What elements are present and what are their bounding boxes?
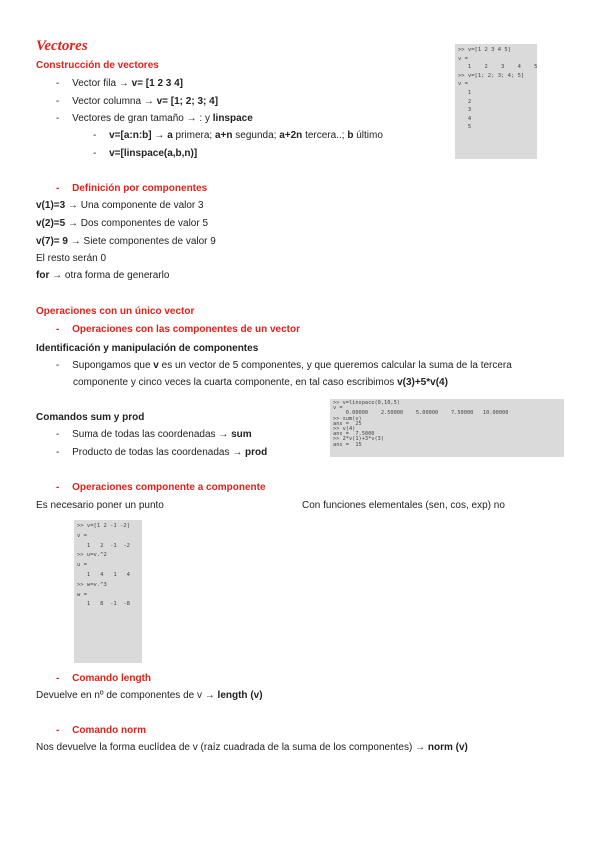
item-text: Producto de todas las coordenadas → bbox=[72, 447, 246, 458]
paragraph-line-2 bbox=[73, 377, 448, 388]
item-code: sum bbox=[231, 429, 252, 440]
code-line: v = bbox=[333, 405, 343, 412]
code: for bbox=[36, 270, 50, 281]
code-screenshot-linspace bbox=[330, 399, 564, 457]
code-line: ans = 15 bbox=[333, 441, 362, 448]
bullet: - bbox=[56, 360, 60, 371]
code-line: 1 4 1 4 bbox=[77, 571, 130, 578]
code-line: 1 2 3 4 5 bbox=[458, 64, 537, 71]
item-code: linspace bbox=[212, 113, 253, 124]
code: v bbox=[153, 360, 159, 371]
code-line: v = bbox=[458, 81, 468, 88]
code-a-n: a+n bbox=[214, 130, 233, 141]
text: tercera..; bbox=[302, 130, 348, 141]
code: v(7)= 9 bbox=[36, 236, 68, 247]
bullet: - bbox=[56, 447, 60, 458]
item-code: v= [1; 2; 3; 4] bbox=[156, 96, 219, 107]
bullet: - bbox=[93, 130, 97, 141]
code-line: 4 bbox=[458, 115, 472, 122]
item-text: Vectores de gran tamaño → : y bbox=[72, 113, 213, 124]
item-text: Suma de todas las coordenadas → bbox=[72, 429, 232, 440]
list-item-prod bbox=[56, 447, 267, 458]
code-line: >> v=[1 2 3 4 5] bbox=[458, 47, 511, 53]
sub-heading-componentes-vector bbox=[56, 324, 300, 335]
code-line: >> v=[1 2 -1 -2] bbox=[77, 523, 130, 529]
text: Nos devuelve la forma euclídea de v (raíz cuadrada de la suma de los componentes) → bbox=[36, 742, 428, 753]
sub-item-range bbox=[93, 130, 383, 141]
code-line: >> 2*v(1)+3*v(3) bbox=[333, 436, 385, 443]
text: componente y cinco veces la cuarta componente, en tal caso escribimos bbox=[73, 377, 398, 388]
heading-text: Operaciones componente a componente bbox=[72, 482, 266, 493]
code-line: ans = 25 bbox=[333, 420, 362, 427]
list-item-sum bbox=[56, 429, 252, 440]
text-funciones-elementales: Con funciones elementales (sen, cos, exp) no bbox=[302, 500, 505, 511]
code-screenshot-vector bbox=[455, 44, 537, 159]
code-line: ans = 7.5000 bbox=[333, 431, 375, 438]
code-screenshot-elementwise bbox=[74, 520, 142, 663]
text-punto: Es necesario poner un punto bbox=[36, 500, 164, 511]
code: v(1)=3 bbox=[36, 200, 66, 211]
bold-heading-identificacion: Identificación y manipulación de componentes bbox=[36, 343, 259, 354]
bullet: - bbox=[56, 429, 60, 440]
text: es un vector de 5 componentes, y que queremos calcular la suma de la tercera bbox=[158, 360, 512, 371]
bullet: - bbox=[56, 113, 60, 124]
item-code: v= [1 2 3 4] bbox=[131, 78, 184, 89]
code-a: a bbox=[167, 130, 173, 141]
code-line: >> v=[1; 2; 3; 4; 5] bbox=[458, 72, 525, 79]
code-range: v=[a:n:b] bbox=[109, 130, 152, 141]
bullet: - bbox=[56, 725, 60, 736]
code-line: w = bbox=[77, 591, 87, 598]
text: → otra forma de generarlo bbox=[49, 270, 170, 281]
code-b: b bbox=[347, 130, 354, 141]
bullet: - bbox=[56, 78, 60, 89]
bold-heading-sum-prod: Comandos sum y prod bbox=[36, 412, 145, 423]
text: → Siete componentes de valor 9 bbox=[67, 236, 216, 247]
component-line-2 bbox=[36, 218, 208, 229]
component-line-5 bbox=[36, 270, 169, 281]
heading-text: Definición por componentes bbox=[72, 183, 208, 194]
code: norm (v) bbox=[427, 742, 468, 753]
code-line: 3 bbox=[458, 107, 472, 114]
bullet: - bbox=[56, 324, 60, 335]
text: primera; bbox=[172, 130, 215, 141]
code: length (v) bbox=[217, 690, 263, 701]
code-line: u = bbox=[77, 562, 87, 569]
heading-text: Comando norm bbox=[72, 725, 147, 736]
text: segunda; bbox=[232, 130, 280, 141]
list-item-vector-fila bbox=[56, 78, 183, 89]
code-line: >> w=v.^3 bbox=[77, 581, 107, 588]
heading-text: Comando length bbox=[72, 673, 152, 684]
component-line-4: El resto serán 0 bbox=[36, 253, 107, 264]
code-line: >> sum(v) bbox=[333, 415, 362, 422]
code-line: 1 8 -1 -8 bbox=[77, 601, 130, 608]
section-heading-norm bbox=[56, 725, 146, 736]
bullet: - bbox=[56, 482, 60, 493]
text: → Dos componentes de valor 5 bbox=[65, 218, 209, 229]
code-line: 0.00000 2.50000 5.00000 7.50000 10.00000 bbox=[333, 410, 509, 417]
item-text: Vector columna → bbox=[72, 96, 157, 107]
paragraph-line-1 bbox=[56, 360, 512, 371]
text: → bbox=[151, 130, 168, 141]
code-line: v = bbox=[458, 55, 468, 62]
bullet: - bbox=[56, 183, 60, 194]
text: Supongamos que bbox=[72, 360, 154, 371]
code-line: 5 bbox=[458, 124, 472, 131]
bullet: - bbox=[93, 148, 97, 159]
text-norm bbox=[36, 742, 468, 753]
list-item-gran-tamano bbox=[56, 113, 253, 124]
code-line: 2 bbox=[458, 98, 472, 105]
list-item-vector-columna bbox=[56, 96, 218, 107]
text: Devuelve en nº de componentes de v → bbox=[36, 690, 218, 701]
code-linspace: v=[linspace(a,b,n)] bbox=[109, 148, 198, 159]
item-text: Vector fila → bbox=[72, 78, 132, 89]
bullet: - bbox=[56, 673, 60, 684]
code: v(2)=5 bbox=[36, 218, 66, 229]
section-heading-unico-vector: Operaciones con un único vector bbox=[36, 306, 195, 317]
code-a-2n: a+2n bbox=[279, 130, 303, 141]
component-line-1 bbox=[36, 200, 204, 211]
page-title: Vectores bbox=[36, 38, 88, 54]
text: último bbox=[353, 130, 383, 141]
code-line: >> v=linspace(0,10,5) bbox=[333, 400, 400, 406]
item-code: prod bbox=[245, 447, 268, 458]
section-heading-componente-a-componente bbox=[56, 482, 266, 493]
code-line: v = bbox=[77, 532, 87, 539]
section-heading-length bbox=[56, 673, 151, 684]
sub-item-linspace bbox=[93, 148, 197, 159]
code-line: 1 2 -1 -2 bbox=[77, 542, 130, 549]
code-line: >> u=v.^2 bbox=[77, 552, 107, 559]
code-line: >> v(4) bbox=[333, 426, 356, 433]
section-heading-componentes bbox=[56, 183, 207, 194]
code: v(3)+5*v(4) bbox=[397, 377, 448, 388]
bullet: - bbox=[56, 96, 60, 107]
text: → Una componente de valor 3 bbox=[65, 200, 204, 211]
component-line-3 bbox=[36, 236, 216, 247]
code-line: 1 bbox=[458, 89, 472, 96]
section-heading-construccion: Construcción de vectores bbox=[36, 60, 159, 71]
text-length bbox=[36, 690, 263, 701]
heading-text: Operaciones con las componentes de un vector bbox=[72, 324, 300, 335]
